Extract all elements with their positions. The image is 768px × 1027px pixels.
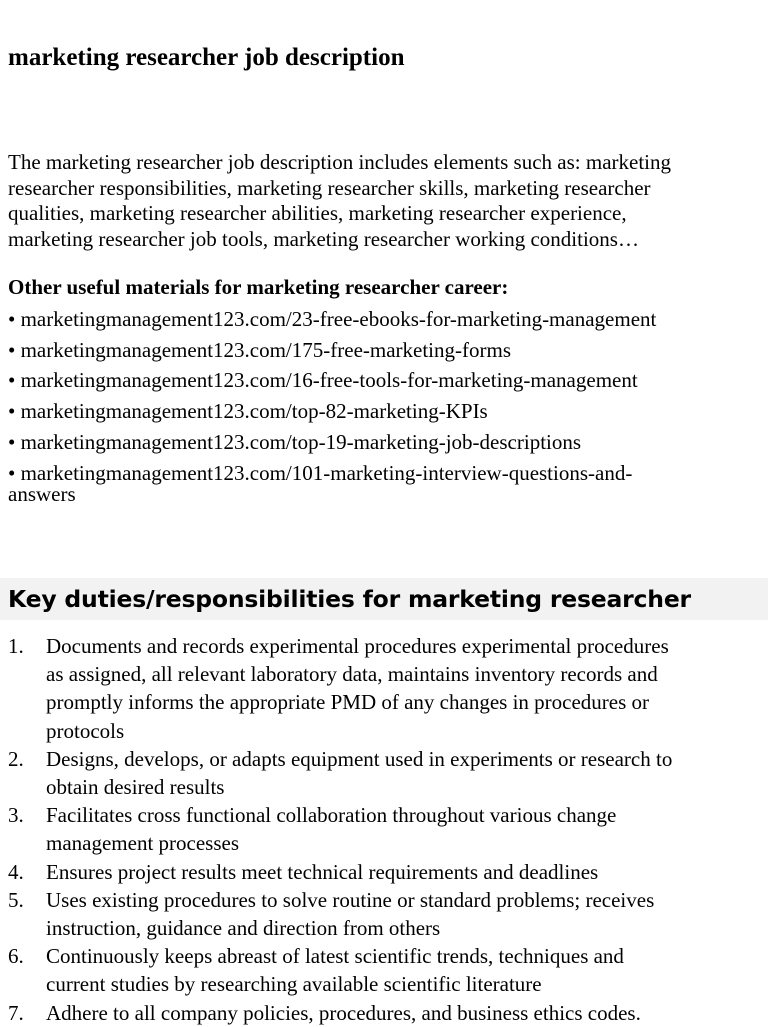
materials-link[interactable]: • marketingmanagement123.com/16-free-tools-for-marketing-management [8, 368, 638, 393]
duty-text-line: management processes [46, 831, 240, 856]
materials-heading: Other useful materials for marketing researcher career: [8, 275, 509, 299]
duty-number: 7. [8, 1000, 24, 1025]
intro-paragraph [8, 150, 760, 252]
intro-line: marketing researcher job tools, marketing researcher working conditions… [8, 226, 639, 251]
duty-text-line: Uses existing procedures to solve routine or standard problems; receives [46, 887, 655, 912]
intro-line: qualities, marketing researcher abilities, marketing researcher experience, [8, 201, 627, 225]
duty-text-line: promptly informs the appropriate PMD of any changes in procedures or [46, 690, 650, 715]
duty-item [8, 858, 760, 886]
duty-number: 2. [8, 746, 24, 771]
materials-link[interactable]: • marketingmanagement123.com/top-82-marketing-KPIs [8, 399, 488, 424]
duties-heading: Key duties/responsibilities for marketing researcher [8, 585, 691, 613]
duty-text-line: as assigned, all relevant laboratory data, maintains inventory records and [46, 662, 658, 687]
materials-link[interactable]: • marketingmanagement123.com/101-marketing-interview-questions-and- [8, 460, 633, 485]
duty-text-line: Adhere to all company policies, procedures, and business ethics codes. [46, 1000, 641, 1025]
materials-link[interactable]: • marketingmanagement123.com/23-free-ebooks-for-marketing-management [8, 307, 657, 331]
duties-list [8, 632, 760, 1027]
intro-line: The marketing researcher job description includes elements such as: marketing [8, 150, 672, 174]
duty-item [8, 801, 760, 857]
duty-item [8, 886, 760, 942]
duty-item [8, 745, 760, 801]
duty-text-line: Documents and records experimental procedures experimental procedures [46, 634, 669, 658]
duty-number: 3. [8, 803, 24, 828]
duty-item [8, 942, 760, 998]
materials-link-continuation[interactable]: answers [8, 482, 76, 507]
duty-number: 1. [8, 634, 24, 658]
duty-number: 5. [8, 887, 24, 912]
duty-text-line: instruction, guidance and direction from others [46, 916, 441, 941]
materials-link[interactable]: • marketingmanagement123.com/175-free-marketing-forms [8, 337, 512, 362]
intro-line: researcher responsibilities, marketing researcher skills, marketing researcher [8, 175, 651, 200]
duty-item [8, 999, 760, 1027]
page-title: marketing researcher job description [8, 44, 405, 71]
duty-text-line: Facilitates cross functional collaboration throughout various change [46, 803, 617, 828]
duty-text-line: Designs, develops, or adapts equipment used in experiments or research to [46, 746, 673, 771]
duty-text-line: Ensures project results meet technical requirements and deadlines [46, 859, 599, 884]
duty-text-line: current studies by researching available scientific literature [46, 972, 542, 997]
duty-text-line: protocols [46, 718, 125, 743]
duty-number: 4. [8, 859, 24, 884]
duty-number: 6. [8, 944, 24, 969]
duty-text-line: obtain desired results [46, 775, 225, 800]
materials-link[interactable]: • marketingmanagement123.com/top-19-marketing-job-descriptions [8, 429, 582, 454]
duty-text-line: Continuously keeps abreast of latest scientific trends, techniques and [46, 944, 624, 969]
materials-list [8, 304, 760, 506]
duty-item [8, 632, 760, 745]
